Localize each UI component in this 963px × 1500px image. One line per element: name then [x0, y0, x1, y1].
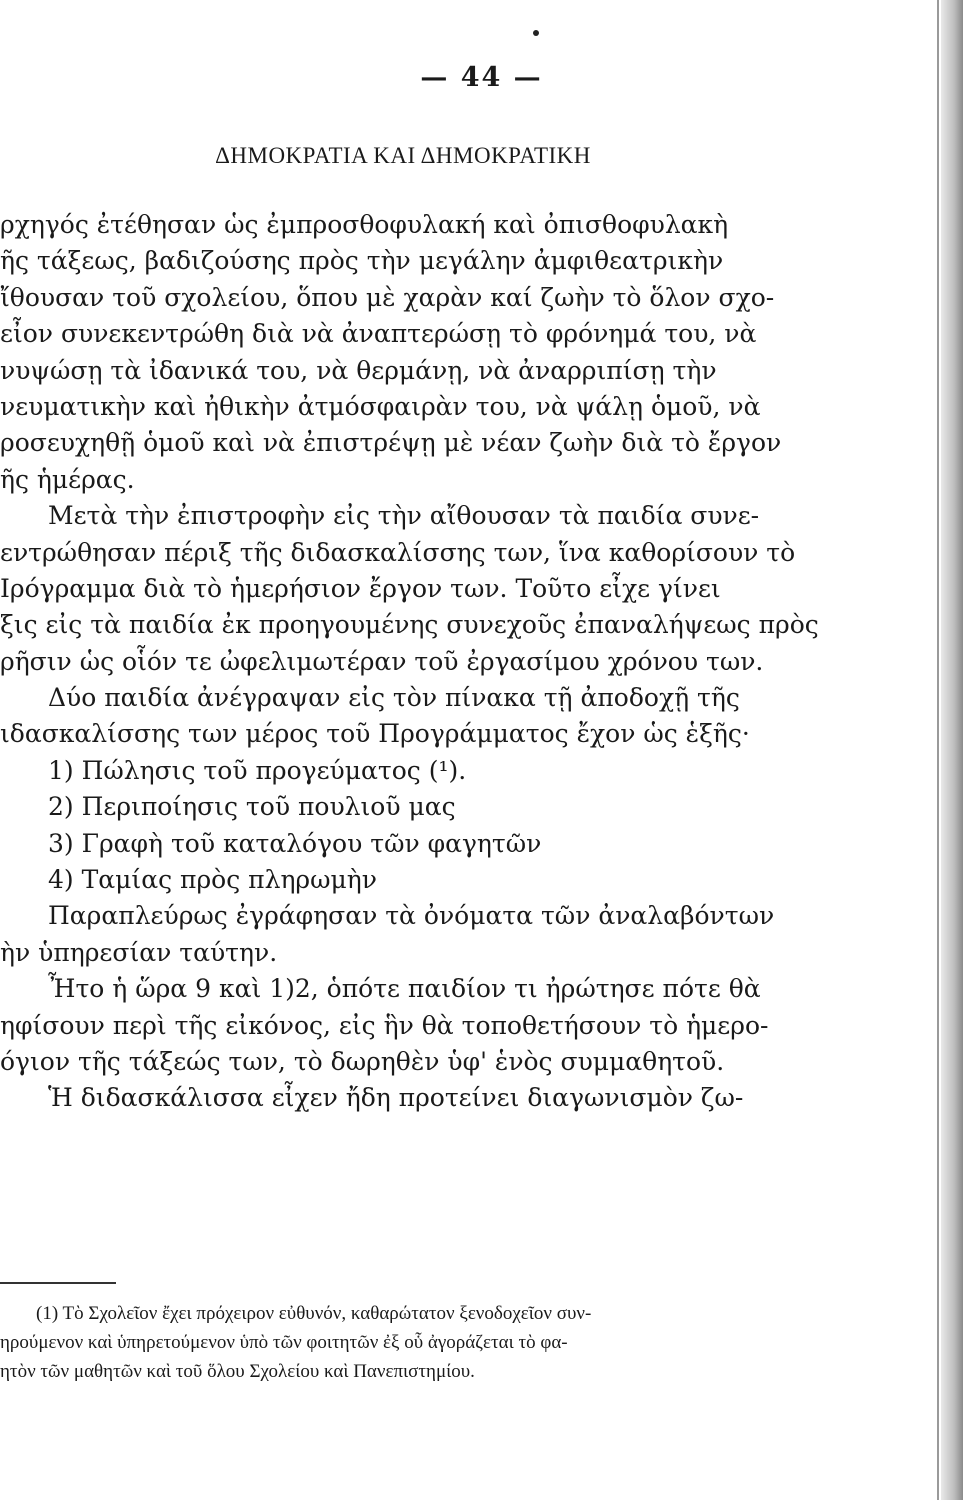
- text-line: 4) Ταμίας πρὸς πληρωμὴν: [48, 865, 377, 895]
- text-line: 2) Περιποίησις τοῦ πουλιοῦ μας: [48, 792, 456, 822]
- running-head: ΔΗΜΟΚΡΑΤΙΑ ΚΑΙ ΔΗΜΟΚΡΑΤΙΚΗ: [215, 143, 591, 168]
- page-number: — 44 —: [420, 62, 543, 93]
- text-line: Παραπλεύρως ἐγράφησαν τὰ ὀνόματα τῶν ἀναλαβόντων: [48, 901, 775, 931]
- text-line: Μετὰ τὴν ἐπιστροφὴν εἰς τὴν αἴθουσαν τὰ παιδία συνε-: [48, 501, 760, 531]
- text-line: Ιρόγραμμα διὰ τὸ ἡμερήσιον ἔργον των. Τοῦτο εἶχε γίνει: [0, 573, 721, 603]
- text-line: ιδασκαλίσσης των μέρος τοῦ Προγράμματος ἔχον ὡς ἑξῆς·: [0, 719, 750, 749]
- text-line: ηφίσουν περὶ τῆς εἰκόνος, εἰς ἣν θὰ τοποθετήσουν τὸ ἡμερο-: [0, 1010, 769, 1040]
- text-line: 3) Γραφὴ τοῦ καταλόγου τῶν φαγητῶν: [48, 828, 542, 858]
- body-text: [0, 207, 940, 1117]
- text-line: Ἦτο ἡ ὥρα 9 καὶ 1)2, ὁπότε παιδίον τι ἠρώτησε πότε θὰ: [48, 974, 761, 1004]
- text-line: 1) Πώλησις τοῦ προγεύματος (¹).: [48, 755, 467, 785]
- text-line: νευματικὴν καὶ ἠθικὴν ἀτμόσφαιρὰν του, νὰ ψάλῃ ὁμοῦ, νὰ: [0, 391, 761, 421]
- text-line: ῆς τάξεως, βαδιζούσης πρὸς τὴν μεγάλην ἀμφιθεατρικὴν: [0, 246, 724, 276]
- footnote-line: (1) Τὸ Σχολεῖον ἔχει πρόχειρον εὐθυνόν, καθαρώτατον ξενοδοχεῖον συν-: [36, 1303, 592, 1324]
- ink-dot: [533, 30, 539, 36]
- text-line: εντρώθησαν πέριξ τῆς διδασκαλίσσης των, ἵνα καθορίσουν τὸ: [0, 537, 796, 567]
- footnote-line: ητὸν τῶν μαθητῶν καὶ τοῦ ὅλου Σχολείου καὶ Πανεπιστημίου.: [0, 1361, 475, 1382]
- text-line: ρῆσιν ὡς οἷόν τε ὠφελιμωτέραν τοῦ ἐργασίμου χρόνου των.: [0, 646, 764, 676]
- text-line: όγιον τῆς τάξεώς των, τὸ δωρηθὲν ὑφ' ἑνὸς συμμαθητοῦ.: [0, 1046, 725, 1076]
- text-line: ῆς ἡμέρας.: [0, 464, 135, 494]
- footnote-rule: [0, 1282, 116, 1284]
- text-line: ὴν ὑπηρεσίαν ταύτην.: [0, 937, 278, 967]
- footnote-line: ηρούμενον καὶ ὑπηρετούμενον ὑπὸ τῶν φοιτητῶν ἐξ οὗ ἀγοράζεται τὸ φα-: [0, 1332, 568, 1353]
- text-line: ἴθουσαν τοῦ σχολείου, ὅπου μὲ χαρὰν καί ζωὴν τὸ ὅλον σχο-: [0, 282, 775, 312]
- text-line: νυψώσῃ τὰ ἰδανικά του, νὰ θερμάνῃ, νὰ ἀναρριπίσῃ τὴν: [0, 355, 717, 385]
- footnote: [0, 1299, 940, 1386]
- text-line: ρχηγός ἐτέθησαν ὡς ἐμπροσθοφυλακή καὶ ὀπισθοφυλακὴ: [0, 210, 729, 239]
- text-line: Ἡ διδασκάλισσα εἶχεν ἤδη προτείνει διαγωνισμὸν ζω-: [48, 1083, 744, 1113]
- text-line: Δύο παιδία ἀνέγραψαν εἰς τὸν πίνακα τῇ ἀποδοχῇ τῆς: [48, 683, 740, 713]
- text-line: ροσευχηθῇ ὁμοῦ καὶ νὰ ἐπιστρέψῃ μὲ νέαν ζωὴν διὰ τὸ ἔργον: [0, 428, 782, 458]
- text-line: ξις εἰς τὰ παιδία ἐκ προηγουμένης συνεχοῦς ἐπαναλήψεως πρὸς: [0, 610, 819, 640]
- page-edge: [941, 0, 963, 1500]
- text-line: εἶον συνεκεντρώθη διὰ νὰ ἀναπτερώσῃ τὸ φρόνημά του, νὰ: [0, 319, 757, 349]
